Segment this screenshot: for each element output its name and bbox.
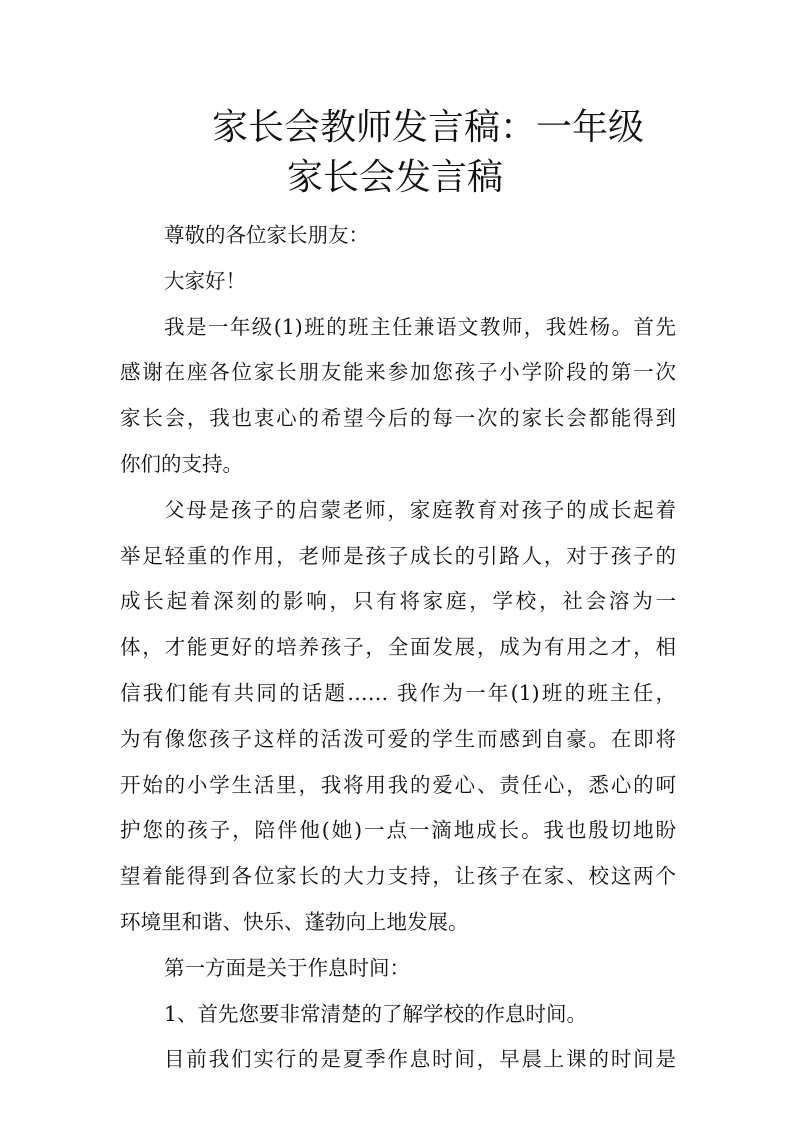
paragraph-section-heading <box>120 946 676 992</box>
text-line: 目前我们实行的是夏季作息时间，早晨上课的时间是 <box>164 1047 676 1072</box>
text-line: 1、首先您要非常清楚的了解学校的作息时间。 <box>164 1001 588 1026</box>
paragraph-family-education <box>120 488 676 946</box>
text-line: 感谢在座各位家长朋友能来参加您孩子小学阶段的第一次 <box>120 360 676 385</box>
text-line: 环境里和谐、快乐、蓬勃向上地发展。 <box>120 909 469 934</box>
text-line: 父母是孩子的启蒙老师，家庭教育对孩子的成长起着 <box>164 497 676 522</box>
text-line: 望着能得到各位家长的大力支持，让孩子在家、校这两个 <box>120 864 676 889</box>
text-line: 成长起着深刻的影响，只有将家庭，学校，社会溶为一 <box>120 589 676 614</box>
text-line: 第一方面是关于作息时间： <box>164 955 410 980</box>
paragraph-greeting <box>120 259 676 305</box>
text-line: 家长会，我也衷心的希望今后的每一次的家长会都能得到 <box>120 406 676 431</box>
text-line: 护您的孩子，陪伴他(她)一点一滴地成长。我也殷切地盼 <box>120 818 676 843</box>
text-line: 信我们能有共同的话题…… 我作为一年(1)班的班主任， <box>120 680 676 705</box>
text-line: 开始的小学生活里，我将用我的爱心、责任心，悉心的呵 <box>120 772 676 797</box>
text-line: 尊敬的各位家长朋友： <box>164 223 369 247</box>
document-title-line-1: 家长会教师发言稿：一年级 <box>212 107 645 148</box>
document-body <box>120 213 676 1083</box>
text-line: 你们的支持。 <box>120 451 243 476</box>
text-line: 为有像您孩子这样的活泼可爱的学生而感到自豪。在即将 <box>120 726 676 751</box>
paragraph-item-1 <box>120 992 676 1038</box>
paragraph-salutation <box>120 213 676 259</box>
text-line: 举足轻重的作用，老师是孩子成长的引路人，对于孩子的 <box>120 543 676 568</box>
document-title-line-2: 家长会发言稿 <box>287 157 504 198</box>
text-line: 我是一年级(1)班的班主任兼语文教师，我姓杨。首先 <box>164 314 676 339</box>
paragraph-introduction <box>120 305 676 488</box>
text-line: 大家好！ <box>164 268 246 293</box>
paragraph-schedule <box>120 1037 676 1083</box>
text-line: 体，才能更好的培养孩子，全面发展，成为有用之才，相 <box>120 635 676 660</box>
